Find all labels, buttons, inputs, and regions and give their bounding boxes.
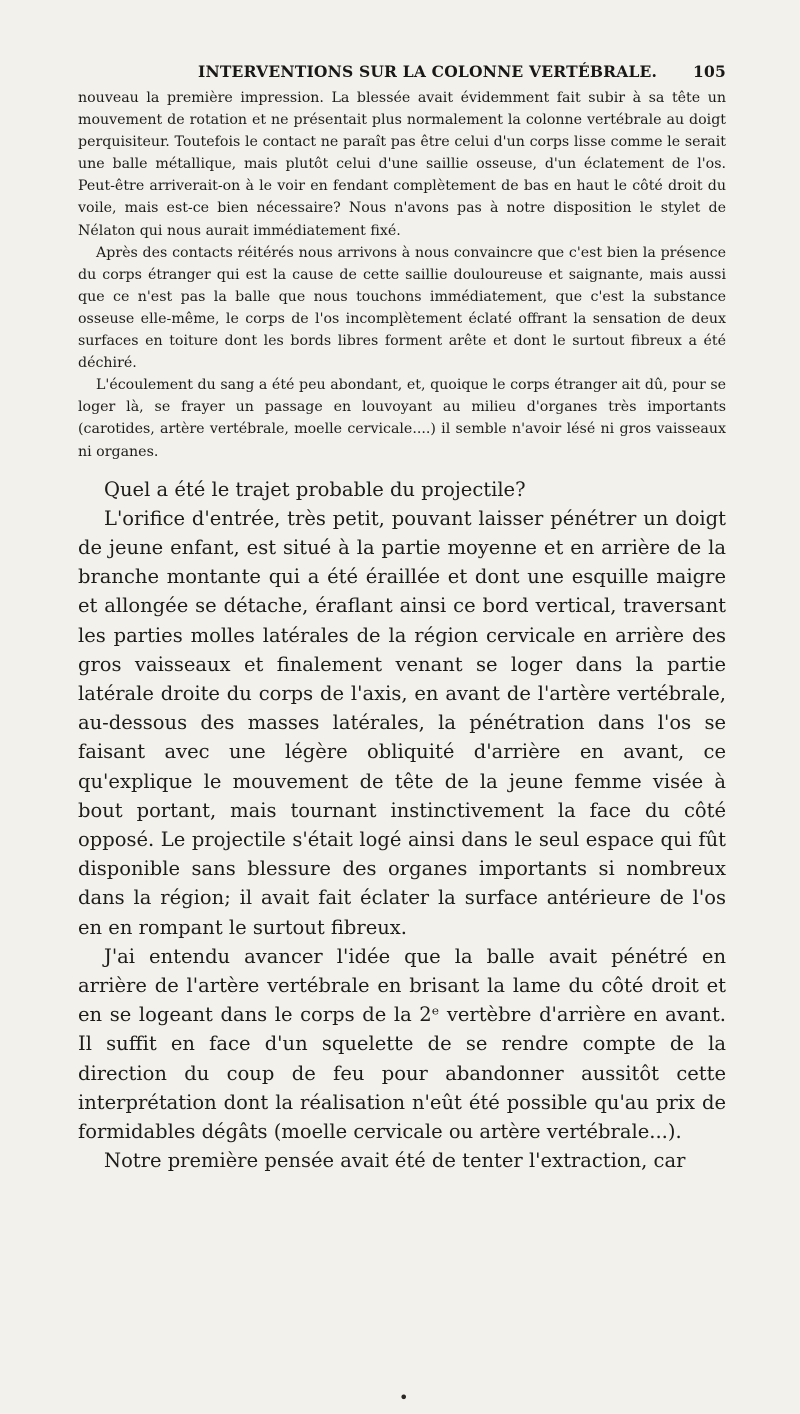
running-title: INTERVENTIONS SUR LA COLONNE VERTÉBRALE.: [198, 62, 658, 81]
main-text-section: [78, 475, 726, 1176]
small-print-section: [78, 87, 726, 463]
paragraph: nouveau la première impression. La blessée avait évidemment fait subir à sa tête un mouvement de rotation et ne présentait plus normalement la colonne vertébrale au doigt perquisiteur. Toutefois le contact ne paraît pas être celui d'un corps lisse comme le serait une balle métallique, mais plutôt celui d'une saillie osseuse, d'un éclatement de l'os. Peut-être arriverait-on à le voir en fendant complètement de bas en haut le côté droit du voile, mais est-ce bien nécessaire? Nous n'avons pas à notre disposition le stylet de Nélaton qui nous aurait immédiatement fixé.: [78, 90, 726, 239]
paragraph: L'écoulement du sang a été peu abondant, et, quoique le corps étranger ait dû, pour se loger là, se frayer un passage en louvoyant au milieu d'organes très importants (carotides, artère vertébrale, moelle cervicale....) il semble n'avoir lésé ni gros vaisseaux ni organes.: [78, 377, 726, 460]
paragraph: J'ai entendu avancer l'idée que la balle avait pénétré en arrière de l'artère vertébrale en brisant la lame du côté droit et en se logeant dans le corps de la 2ᵉ vertèbre d'arrière en avant. Il suffit en face d'un squelette de se rendre compte de la direction du coup de feu pour abandonner aussitôt cette interprétation dont la réalisation n'eût été possible qu'au prix de formidables dégâts (moelle cervicale ou artère vertébrale...).: [78, 944, 726, 1144]
question-paragraph: Quel a été le trajet probable du projectile?: [104, 477, 526, 501]
running-header: [198, 62, 726, 81]
paragraph: Notre première pensée avait été de tenter l'extraction, car: [104, 1149, 686, 1173]
page-number: 105: [693, 62, 726, 81]
footer-mark: •: [399, 1388, 409, 1407]
paragraph: Après des contacts réitérés nous arrivons à nous convaincre que c'est bien la présence du corps étranger qui est la cause de cette saillie douloureuse et saignante, mais aussi que ce n'est pas la balle que nous touchons immédiatement, que c'est la substance osseuse elle-même, le corps de l'os incomplètement éclaté offrant la sensation de deux surfaces en toiture dont les bords libres forment arête et dont le surtout fibreux a été déchiré.: [78, 244, 726, 372]
paragraph: L'orifice d'entrée, très petit, pouvant laisser pénétrer un doigt de jeune enfant, est situé à la partie moyenne et en arrière de la branche montante qui a été éraillée et dont une esquille maigre et allongée se détache, éraflant ainsi ce bord vertical, traversant les parties molles latérales de la région cervicale en arrière des gros vaisseaux et finalement venant se loger dans la partie latérale droite du corps de l'axis, en avant de l'artère vertébrale, au-dessous des masses latérales, la pénétration dans l'os se faisant avec une légère obliquité d'arrière en avant, ce qu'explique le mouvement de tête de la jeune femme visée à bout portant, mais tournant instinctivement la face du côté opposé. Le projectile s'était logé ainsi dans le seul espace qui fût disponible sans blessure des organes importants si nombreux dans la région; il avait fait éclater la surface antérieure de l'os en en rompant le surtout fibreux.: [78, 506, 726, 939]
page: [78, 62, 726, 1175]
